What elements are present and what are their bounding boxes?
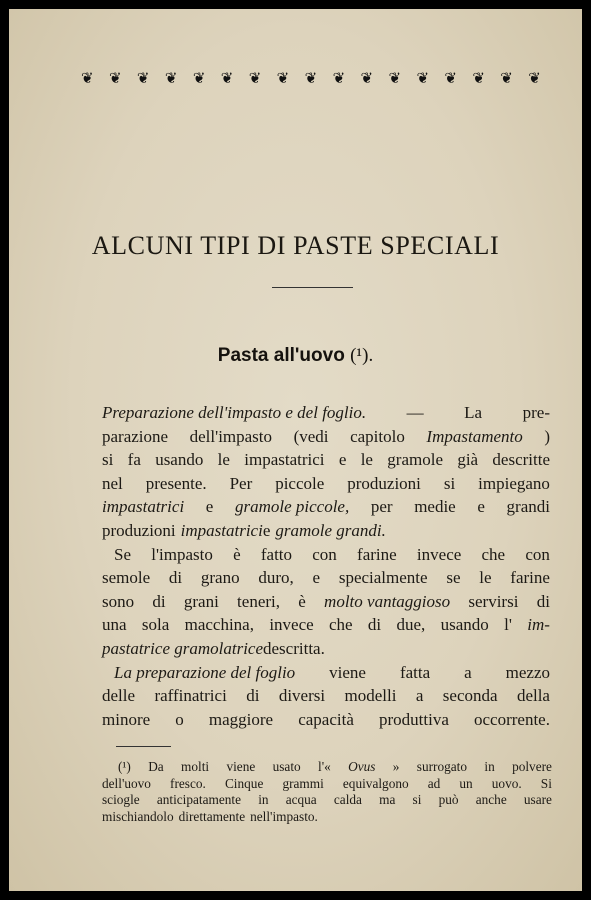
text-run: le [479, 568, 492, 588]
text-run: usando [440, 615, 489, 635]
text-run: e [338, 450, 347, 470]
text-run: di [536, 591, 550, 611]
text-run: grano [200, 568, 240, 588]
italic-text: Preparazione dell'impasto e del foglio. [102, 403, 367, 422]
italic-text: Impastamento [426, 426, 523, 446]
text-run: per [370, 497, 393, 517]
fleuron-icon: ❦ [528, 69, 541, 87]
text-run: uovo. [491, 775, 522, 791]
text-run: descritte [492, 450, 550, 470]
paragraph-line [102, 543, 550, 567]
text-run: descritta. [263, 638, 325, 658]
fleuron-icon: ❦ [444, 69, 457, 87]
footnote-line [102, 759, 552, 776]
text-run: fa [127, 450, 141, 470]
italic-text: impastatrici [102, 497, 185, 517]
text-run: e [312, 568, 321, 588]
text-run: minore [102, 709, 151, 729]
text-run: (vedi [293, 426, 329, 446]
text-run: si [102, 450, 114, 470]
text-run: con [525, 544, 550, 564]
ornament-row [81, 69, 541, 87]
text-run: di [152, 591, 166, 611]
text-run: che [329, 615, 353, 635]
text-run: equivalgono [342, 775, 409, 791]
text-run: Si [540, 775, 552, 791]
text-run: viene [226, 759, 256, 774]
section-footnote-ref: (¹). [350, 345, 374, 366]
text-run: di [168, 568, 183, 588]
text-run: anche [475, 792, 507, 808]
text-run: mezzo [505, 662, 550, 682]
text-run: si [412, 792, 422, 808]
paragraph-line [102, 637, 550, 661]
text-run: o [175, 709, 184, 729]
text-run: si [443, 473, 456, 493]
text-run: macchina, [184, 615, 254, 635]
paragraph-line [102, 448, 550, 472]
text-run: invece [416, 544, 462, 564]
text-run: direttamente [178, 808, 246, 824]
text-run: ad [427, 775, 441, 791]
text-run: le [217, 450, 230, 470]
footnote-line [102, 776, 552, 793]
paragraph-line [102, 590, 550, 614]
fleuron-icon: ❦ [332, 69, 346, 87]
text-run: grandi [506, 497, 550, 517]
text-run: calda [333, 792, 362, 808]
text-run: capacità [298, 709, 354, 729]
text-run: surrogato [416, 759, 468, 774]
fleuron-icon: ❦ [304, 69, 318, 87]
text-run: diversi [278, 686, 326, 706]
paragraph-line [102, 708, 550, 732]
text-run: a [415, 686, 424, 706]
title-divider [272, 287, 353, 288]
paragraph-line [102, 661, 550, 685]
text-run: un [459, 775, 473, 791]
text-run: se [446, 568, 461, 588]
text-run: parazione [102, 426, 169, 446]
text-run: seconda [442, 686, 498, 706]
text-run: » [392, 759, 400, 774]
text-run: dell'impasto [189, 426, 273, 446]
text-run: nell'impasto. [250, 808, 318, 824]
text-run: acqua [285, 792, 317, 808]
fleuron-icon: ❦ [388, 69, 402, 87]
text-run: teneri, [237, 591, 280, 611]
text-run: impastatrici [244, 450, 325, 470]
italic-text: molto vantaggioso [324, 591, 451, 611]
fleuron-icon: ❦ [416, 69, 430, 87]
text-run: delle [102, 686, 136, 706]
book-page [9, 9, 582, 891]
text-run: duro, [258, 568, 294, 588]
text-run: con [312, 544, 337, 564]
fleuron-icon: ❦ [500, 69, 513, 87]
italic-text: im- [527, 615, 550, 635]
text-run: capitolo [350, 426, 405, 446]
text-run: Cinque [224, 775, 264, 791]
paragraph-line [102, 472, 550, 496]
text-run: farine [510, 568, 550, 588]
text-run: sono [102, 591, 135, 611]
fleuron-icon: ❦ [472, 69, 485, 87]
fleuron-icon: ❦ [248, 69, 262, 87]
text-run: sola [141, 615, 170, 635]
text-run: di [246, 686, 260, 706]
footnote-divider [116, 746, 171, 747]
text-run: grammi [282, 775, 324, 791]
text-run: di [367, 615, 382, 635]
text-run: grani [183, 591, 219, 611]
footnote-line [102, 792, 552, 809]
fleuron-icon: ❦ [220, 69, 234, 87]
text-run: e [262, 520, 271, 540]
text-run: Da [148, 759, 164, 774]
text-run: occorrente. [473, 709, 550, 729]
text-run: pre- [522, 403, 550, 422]
footnote-line [102, 809, 552, 826]
text-run: nel [102, 473, 123, 493]
text-run: specialmente [338, 568, 428, 588]
text-run: gramole [387, 450, 443, 470]
italic-text: gramole grandi. [275, 520, 386, 540]
text-run: usare [523, 792, 552, 808]
text-run: mischiandolo [102, 808, 174, 824]
text-run: sciogle [102, 792, 140, 808]
text-run: l'« [318, 759, 331, 774]
text-run: viene [329, 662, 366, 682]
text-run: già [457, 450, 479, 470]
text-run: in [484, 759, 495, 774]
text-run: farine [357, 544, 397, 564]
text-run: medie [414, 497, 456, 517]
text-run: produzioni [347, 473, 421, 493]
text-run: l'impasto [151, 544, 213, 564]
text-run: due, [396, 615, 426, 635]
text-run: della [516, 686, 550, 706]
text-run: una [102, 615, 127, 635]
italic-text: La preparazione del foglio [114, 662, 296, 682]
body-text [102, 401, 550, 731]
text-run: fresco. [170, 775, 206, 791]
text-run: ) [544, 426, 550, 446]
text-run: — [406, 403, 424, 422]
text-run: Per [229, 473, 253, 493]
text-run: usato [272, 759, 301, 774]
text-run: semole [102, 568, 151, 588]
italic-text: gramole piccole, [234, 497, 350, 517]
italic-text: pastatrice gramolatrice [102, 638, 264, 658]
text-run: le [360, 450, 373, 470]
text-run: ma [379, 792, 396, 808]
text-run: è [233, 544, 241, 564]
section-heading-text: Pasta all'uovo [217, 345, 345, 366]
fleuron-icon: ❦ [192, 69, 206, 87]
text-run: anticipatamente [156, 792, 242, 808]
fleuron-icon: ❦ [276, 69, 290, 87]
text-run: dell'uovo [102, 775, 151, 791]
text-run: servirsi [468, 591, 519, 611]
text-run: a [464, 662, 472, 682]
fleuron-icon: ❦ [81, 69, 94, 87]
text-run: l' [504, 615, 512, 635]
text-run: polvere [512, 759, 552, 774]
fleuron-icon: ❦ [360, 69, 374, 87]
text-run: presente. [145, 473, 207, 493]
text-run: modelli [344, 686, 397, 706]
text-run: invece [269, 615, 314, 635]
text-run: e [205, 497, 214, 517]
text-run: produzioni [102, 520, 176, 540]
text-run: e [477, 497, 485, 517]
paragraph-line [102, 519, 550, 543]
text-run: produttiva [378, 709, 449, 729]
paragraph-line [102, 566, 550, 590]
paragraph-line [102, 495, 550, 519]
text-run: fatto [260, 544, 293, 564]
paragraph-line [102, 684, 550, 708]
footnote [102, 759, 552, 825]
section-heading [9, 345, 582, 367]
paragraph-line [102, 401, 550, 425]
text-run: La [464, 403, 483, 422]
text-run: maggiore [208, 709, 274, 729]
chapter-title: ALCUNI TIPI DI PASTE SPECIALI [91, 231, 500, 260]
paragraph-line [102, 613, 550, 637]
italic-text: Ovus [348, 759, 376, 774]
fleuron-icon: ❦ [164, 69, 178, 87]
text-run: può [438, 792, 459, 808]
text-run: è [298, 591, 306, 611]
text-run: (¹) [118, 759, 131, 774]
text-run: che [481, 544, 506, 564]
text-run: molti [181, 759, 210, 774]
text-run: fatta [399, 662, 431, 682]
fleuron-icon: ❦ [136, 69, 150, 87]
text-run: in [258, 792, 269, 808]
paragraph-line [102, 425, 550, 449]
text-run: raffinatrici [154, 686, 227, 706]
text-run: Se [114, 544, 131, 564]
text-run: usando [155, 450, 204, 470]
text-run: piccole [275, 473, 325, 493]
fleuron-icon: ❦ [108, 69, 122, 87]
italic-text: impastatrici [180, 520, 263, 540]
text-run: impiegano [478, 473, 550, 493]
